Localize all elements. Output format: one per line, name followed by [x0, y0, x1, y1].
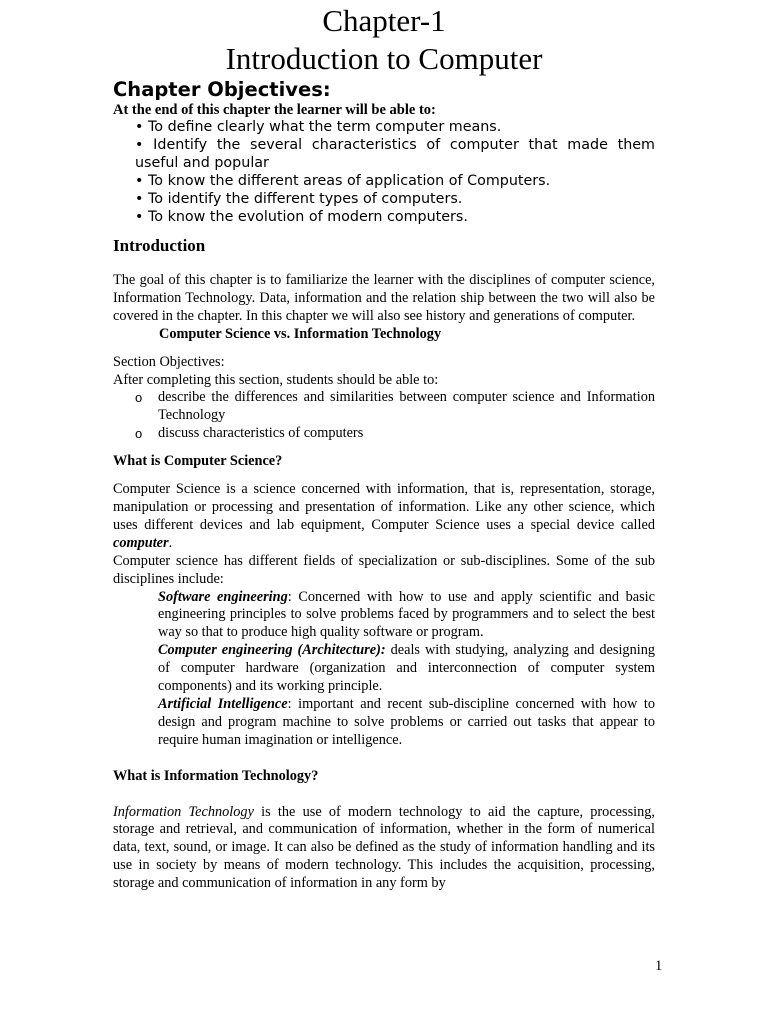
chapter-number: Chapter-1	[322, 3, 446, 38]
information-technology-heading: What is Information Technology?	[113, 767, 319, 784]
circle-bullet-icon: o	[135, 426, 143, 442]
section-subheading: Computer Science vs. Information Technology	[159, 325, 442, 342]
page-number: 1	[655, 958, 663, 974]
objective-item: • Identify the several characteristics of computer that made them useful and popular	[135, 137, 655, 171]
section-objective-item: o discuss characteristics of computers	[135, 425, 364, 442]
introduction-heading: Introduction	[113, 236, 206, 255]
introduction-paragraph: The goal of this chapter is to familiarize the learner with the disciplines of computer science, Information Technology. Data, information and the relation ship between the two will also be covered in the chapter. In this chapter we will also see history and generations of computer.	[113, 272, 655, 324]
computer-science-heading: What is Computer Science?	[113, 453, 283, 470]
discipline-software-engineering: Software engineering: Concerned with how to use and apply scientific and basic engineering principles to solve problems faced by programmers and to select the best way so that to produce high quality software or program.	[158, 588, 656, 641]
information-technology-paragraph: Information Technology is the use of modern technology to aid the capture, processing, storage and retrieval, and communication of information, whether in the form of numerical data, text, sound, or image. It can also be defined as the study of information handling and its use in society by means of modern technology. This includes the acquisition, processing, storage and communication of information in any form by	[113, 803, 655, 892]
objective-item: • To define clearly what the term computer means.	[135, 119, 502, 135]
objective-item: • To identify the different types of computers.	[135, 191, 463, 207]
objectives-list	[113, 118, 655, 226]
sub-disciplines-intro: Computer science has different fields of specialization or sub-disciplines. Some of the sub disciplines include:	[113, 552, 655, 587]
chapter-title: Introduction to Computer	[225, 41, 543, 76]
section-objective-item: o describe the differences and similarities between computer science and Information Technology	[135, 389, 655, 424]
section-objectives-lead: After completing this section, students should be able to:	[113, 371, 439, 388]
computer-science-paragraph: Computer Science is a science concerned with information, that is, representation, storage, manipulation or processing and presentation of information. Like any other science, which uses different devices and lab equipment, Computer Science uses a special device called computer.	[113, 481, 655, 551]
document-page	[113, 0, 655, 893]
circle-bullet-icon: o	[135, 390, 143, 406]
objective-item: • To know the evolution of modern computers.	[135, 209, 468, 225]
discipline-computer-engineering: Computer engineering (Architecture): deals with studying, analyzing and designing of computer hardware (organization and interconnection of computer system components) and its working principle.	[158, 642, 655, 695]
objective-item: • To know the different areas of application of Computers.	[135, 173, 551, 189]
section-objectives-label: Section Objectives:	[113, 353, 225, 370]
discipline-artificial-intelligence: Artificial Intelligence: important and recent sub-discipline concerned with how to design and program machine to solve problems or carried out tasks that appear to require human imagination or intelligence.	[158, 695, 655, 748]
objectives-lead: At the end of this chapter the learner will be able to:	[113, 102, 436, 118]
section-objectives-list	[113, 389, 655, 443]
objectives-heading: Chapter Objectives:	[113, 78, 331, 101]
